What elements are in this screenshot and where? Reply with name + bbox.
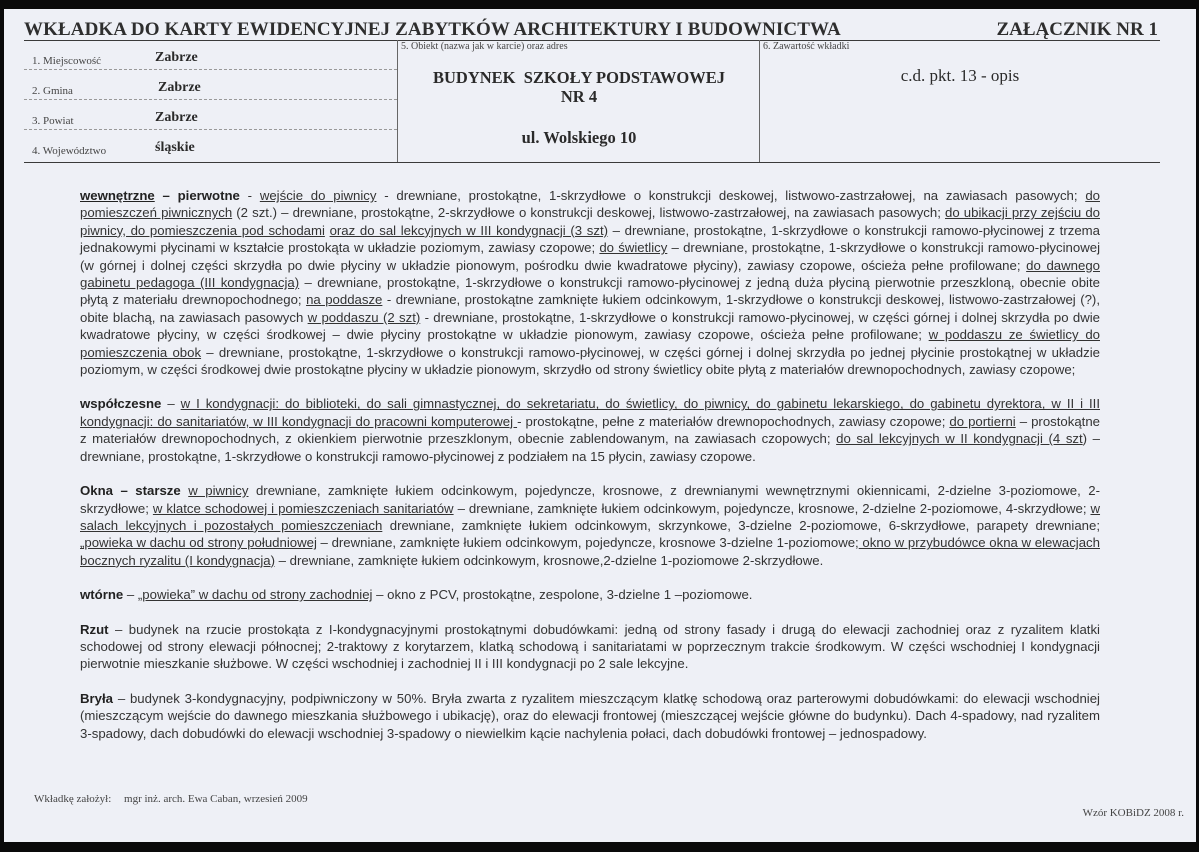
contents-cell [759,40,1160,162]
template-note: Wzór KOBiDZ 2008 r. [1082,807,1184,819]
paragraph-windows-older: Okna – starsze w piwnicy drewniane, zamknięte łukiem odcinkowym, pojedyncze, krosnowe, z drewnianymi wewnętrznymi okiennicami, 2-dzielne 3-poziomowe, 2-skrzydłowe; w klatce schodowej i pomieszczeniach sanitariatów – drewniane, zamknięte łukiem odcinkowym, pojedyncze, krosnowe, 2-dzielne 2-poziomowe, 4-skrzydłowe; w salach lekcyjnych i pozostałych pomieszczeniach drewniane, zamknięte łukiem odcinkowym, skrzynkowe, 3-dzielne 2-poziomowe, 6-skrzydłowe, parapety drewniane; „powieka w dachu od strony południowej – drewniane, zamknięte łukiem odcinkowym, pojedyncze, krosnowe 3-dzielne 1-poziomowe; okno w przybudówce okna w elewacjach bocznych ryzalitu (I kondygnacja) – drewniane, zamknięte łukiem odcinkowym, krosnowe,2-dzielne 1-poziomowe 2-skrzydłowe. [80,483,1101,568]
paragraph-doors-modern: współczesne – w I kondygnacji: do biblioteki, do sali gimnastycznej, do sekretariatu, do świetlicy, do piwnicy, do gabinetu lekarskiego, do gabinetu dyrektora, w II i III kondygnacji: do sanitariatów, w III kondygnacji do pracowni komputerowej - prostokątne, pełne z materiałów drewnopochodnych, zawiasy czopowe; do portierni – prostokątne z materiałów drewnopochodnych, z okienkiem pierwotnie przeszklonym, obecnie zablendowanym, na zawiasach czopowych; do sal lekcyjnych w II kondygnacji (4 szt) – drewniane, prostokątne, 1-skrzydłowe o konstrukcji ramowo-płycinowej z podziałem na 15 płycin, zawiasy czopowe. [80,396,1100,464]
header-table [24,40,1160,163]
field-label: 3. Powiat [32,115,74,127]
field-value: Zabrze [155,50,198,65]
object-address: ul. Wolskiego 10 [521,128,637,147]
object-cell [397,40,760,162]
object-label: 5. Obiekt (nazwa jak w karcie) oraz adres [401,41,568,52]
paragraph-massing: Bryła – budynek 3-kondygnacyjny, podpiwniczony w 50%. Bryła zwarta z ryzalitem mieszczącym klatkę schodową oraz parterowymi dobudówkami: do elewacji wschodniej (mieszczącym wejście do dawnego mieszkania służbowego i ubikację), oraz do elewacji frontowej (mieszczącej wejście główne do budynku). Dach 4-spadowy, nad ryzalitem 3-spadowy, dach dobudówki do elewacji wschodniej 3-spadowy o niewielkim kącie nachylenia połaci, dach dobudówki frontowej – jednospadowy. [80,690,1100,741]
contents-label: 6. Zawartość wkładki [763,41,850,52]
author-value: mgr inż. arch. Ewa Caban, wrzesień 2009 [124,793,308,805]
field-value: śląskie [155,140,195,155]
field-gmina [24,69,397,100]
contents-value: c.d. pkt. 13 - opis [900,66,1020,85]
document-page [4,9,1196,842]
field-value: Zabrze [155,110,198,125]
object-name [398,68,760,106]
paragraph-windows-secondary: wtórne – „powieka” w dachu od strony zachodniej – okno z PCV, prostokątne, zespolone, 3-dzielne 1 –poziomowe. [80,587,753,603]
description-body [80,187,1100,759]
field-powiat [24,99,397,130]
footer-author [34,793,308,805]
field-label: 4. Województwo [32,145,107,157]
paragraph-plan: Rzut – budynek na rzucie prostokąta z I-kondygnacyjnymi prostokątnymi dobudówkami: jedną od strony fasady i drugą do elewacji zachodniej oraz z ryzalitem klatki schodowej od strony elewacji północnej; 2-traktowy z korytarzem, klatką schodową i sanitariatami w poprzecznym trakcie środkowym. W części wschodniej I kondygnacji pierwotnie mieszkanie służbowe. W części wschodniej i zachodniej II i III kondygnacji po 2 sale lekcyjne. [80,621,1100,672]
field-wojewodztwo [24,129,397,159]
field-miejscowosc [24,40,397,70]
document-title: WKŁADKA DO KARTY EWIDENCYJNEJ ZABYTKÓW ARCHITEKTURY I BUDOWNICTWA [24,19,841,40]
field-label: 1. Miejscowość [32,55,102,67]
field-label: 2. Gmina [32,85,73,97]
field-value: Zabrze [158,80,201,95]
paragraph-doors-original: wewnętrzne – pierwotne - wejście do piwnicy - drewniane, prostokątne, 1-skrzydłowe o konstrukcji deskowej, listwowo-zastrzałowej, na zawiasach pasowych; do pomieszczeń piwnicznych (2 szt.) – drewniane, prostokątne, 2-skrzydłowe o konstrukcji deskowej, listwowo-zastrzałowej, na zawiasach pasowych; do ubikacji przy zejściu do piwnicy, do pomieszczenia pod schodami oraz do sal lekcyjnych w III kondygnacji (3 szt) – drewniane, prostokątne, 1-skrzydłowe o konstrukcji ramowo-płycinowej z trzema jednakowymi płycinami w kształcie prostokąta w układzie poziomym, zawiasy czopowe; do świetlicy – drewniane, prostokątne, 1-skrzydłowe o konstrukcji ramowo-płycinowej (w górnej i dolnej części skrzydła po dwie płyciny w układzie pionowym, pośrodku dwie kwadratowe płyciny), zawiasy czopowe, ościeża pełne profilowane; do dawnego gabinetu pedagoga (III kondygnacja) – drewniane, prostokątne, 1-skrzydłowe o konstrukcji ramowo-płycinowej z jedną duża płyciną pierwotnie przeszkloną, obecnie obite płytą z materiału drewnopochodnego; na poddasze - drewniane, prostokątne zamknięte łukiem odcinkowym, 1-skrzydłowe o konstrukcji deskowej, listwowo-zastrzałowej (?), obite blachą, na zawiasach pasowych w poddaszu (2 szt) - drewniane, prostokątne, 1-skrzydłowe o konstrukcji ramowo-płycinowej, w części górnej i dolnej skrzydła po dwie kwadratowe płyciny, w części środkowej – dwie płyciny prostokątne w układzie pionowym, zawiasy czopowe, ościeża pełne profilowane; w poddaszu ze świetlicy do pomieszczenia obok – drewniane, prostokątne, 1-skrzydłowe o konstrukcji ramowo-płycinowej, w części górnej i dolnej skrzydła po jednej płycinie prostokątnej w układzie poziomym, w części środkowej dwie prostokątne płyciny w układzie pionowym, skrzydło od strony świetlicy obite płytą z materiałów drewnopochodnych, zawiasy czopowe; [80,188,1101,378]
author-label: Wkładkę założył: [34,793,112,805]
annex-number: ZAŁĄCZNIK NR 1 [996,19,1158,40]
location-fields [24,40,397,162]
object-name-line2: NR 4 [560,87,598,106]
object-name-line1: BUDYNEK SZKOŁY PODSTAWOWEJ [432,68,725,87]
